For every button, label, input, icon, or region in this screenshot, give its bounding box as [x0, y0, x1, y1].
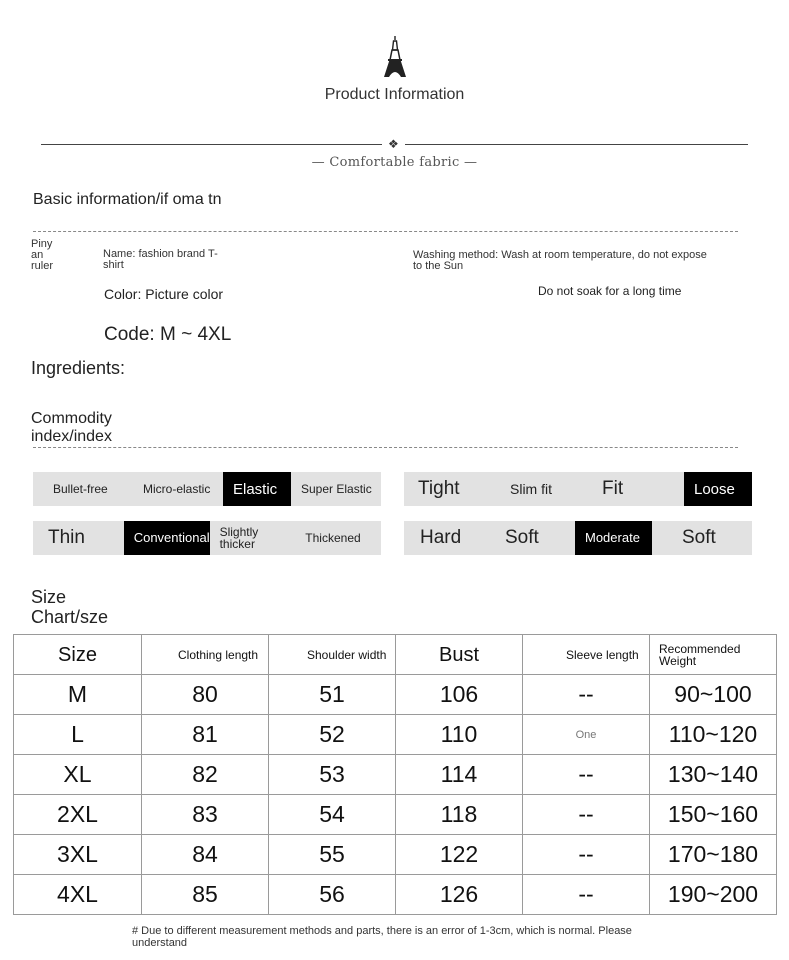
- commodity-index-label: Commodity index/index: [31, 410, 112, 445]
- elasticity-option-selected: Elastic: [223, 472, 291, 506]
- table-row: [14, 795, 777, 835]
- sleeve-cell: --: [523, 835, 650, 875]
- size-cell: 4XL: [14, 875, 142, 915]
- bust-cell: 122: [396, 835, 523, 875]
- soak-warning: Do not soak for a long time: [538, 284, 682, 298]
- elasticity-option: Micro-elastic: [143, 482, 211, 496]
- sleeve-cell: --: [523, 755, 650, 795]
- column-header: Sleeve length: [523, 635, 650, 675]
- table-row: [14, 675, 777, 715]
- weight-cell: 190~200: [650, 875, 777, 915]
- softness-option-selected: Moderate: [575, 521, 652, 555]
- table-row: [14, 715, 777, 755]
- sleeve-cell: --: [523, 795, 650, 835]
- size-cell: M: [14, 675, 142, 715]
- table-row: [14, 875, 777, 915]
- size-cell: XL: [14, 755, 142, 795]
- softness-option: Hard: [420, 527, 462, 548]
- column-header: Bust: [396, 635, 523, 675]
- fit-option: Slim fit: [510, 481, 552, 497]
- fit-option: Tight: [418, 478, 460, 499]
- weight-cell: 150~160: [650, 795, 777, 835]
- page-title: Product Information: [324, 86, 465, 103]
- fit-option-selected: Loose: [684, 472, 752, 506]
- measurement-note: # Due to different measurement methods and parts, there is an error of 1-3cm, which is normal. Please understand: [132, 925, 632, 949]
- weight-cell: 130~140: [650, 755, 777, 795]
- length-cell: 81: [142, 715, 269, 755]
- side-label: Piny an ruler: [31, 238, 54, 272]
- size-chart-table: [13, 634, 777, 915]
- length-cell: 83: [142, 795, 269, 835]
- shoulder-cell: 56: [269, 875, 396, 915]
- shoulder-cell: 54: [269, 795, 396, 835]
- size-chart-heading: Size Chart/sze: [31, 587, 109, 627]
- table-row: [14, 835, 777, 875]
- length-cell: 80: [142, 675, 269, 715]
- elasticity-option: Super Elastic: [301, 482, 372, 496]
- shoulder-cell: 51: [269, 675, 396, 715]
- size-cell: L: [14, 715, 142, 755]
- softness-option: Soft: [505, 527, 539, 548]
- softness-index: [404, 521, 752, 555]
- length-cell: 82: [142, 755, 269, 795]
- section-subtitle: — Comfortable fabric —: [311, 155, 478, 170]
- sleeve-cell: --: [523, 675, 650, 715]
- table-header-row: [14, 635, 777, 675]
- column-header: Shoulder width: [269, 635, 396, 675]
- column-header: Size: [14, 635, 142, 675]
- product-name: Name: fashion brand T-shirt: [103, 248, 218, 271]
- elasticity-index: [33, 472, 381, 506]
- sleeve-cell: One: [523, 715, 650, 755]
- thickness-option: Thickened: [305, 531, 361, 545]
- weight-cell: 170~180: [650, 835, 777, 875]
- ornament-icon: ❖: [388, 137, 399, 151]
- softness-option: Soft: [682, 527, 716, 548]
- length-cell: 85: [142, 875, 269, 915]
- washing-method: Washing method: Wash at room temperature, do not expose to the Sun: [413, 249, 707, 272]
- column-header: Clothing length: [142, 635, 269, 675]
- basic-info-heading: Basic information/if oma tn: [33, 191, 222, 208]
- elasticity-option: Bullet-free: [53, 482, 108, 496]
- size-cell: 3XL: [14, 835, 142, 875]
- dotted-divider: [33, 447, 738, 448]
- bust-cell: 110: [396, 715, 523, 755]
- size-code: Code: M ~ 4XL: [104, 324, 232, 345]
- eiffel-tower-icon: [381, 36, 409, 78]
- shoulder-cell: 52: [269, 715, 396, 755]
- thickness-option-selected: Conventional: [124, 521, 210, 555]
- fit-index: [404, 472, 752, 506]
- ingredients-label: Ingredients:: [31, 358, 126, 378]
- bust-cell: 118: [396, 795, 523, 835]
- column-header: Recommended Weight: [650, 635, 777, 675]
- thickness-option: Slightly thicker: [219, 525, 259, 551]
- weight-cell: 110~120: [650, 715, 777, 755]
- table-row: [14, 755, 777, 795]
- bust-cell: 114: [396, 755, 523, 795]
- weight-cell: 90~100: [650, 675, 777, 715]
- thickness-option: Thin: [48, 527, 85, 548]
- dotted-divider: [33, 231, 738, 232]
- shoulder-cell: 53: [269, 755, 396, 795]
- divider-left: [41, 144, 382, 145]
- product-color: Color: Picture color: [104, 286, 224, 302]
- fit-option: Fit: [602, 478, 624, 499]
- bust-cell: 106: [396, 675, 523, 715]
- length-cell: 84: [142, 835, 269, 875]
- bust-cell: 126: [396, 875, 523, 915]
- sleeve-cell: --: [523, 875, 650, 915]
- shoulder-cell: 55: [269, 835, 396, 875]
- divider-right: [405, 144, 748, 145]
- size-cell: 2XL: [14, 795, 142, 835]
- thickness-index: [33, 521, 381, 555]
